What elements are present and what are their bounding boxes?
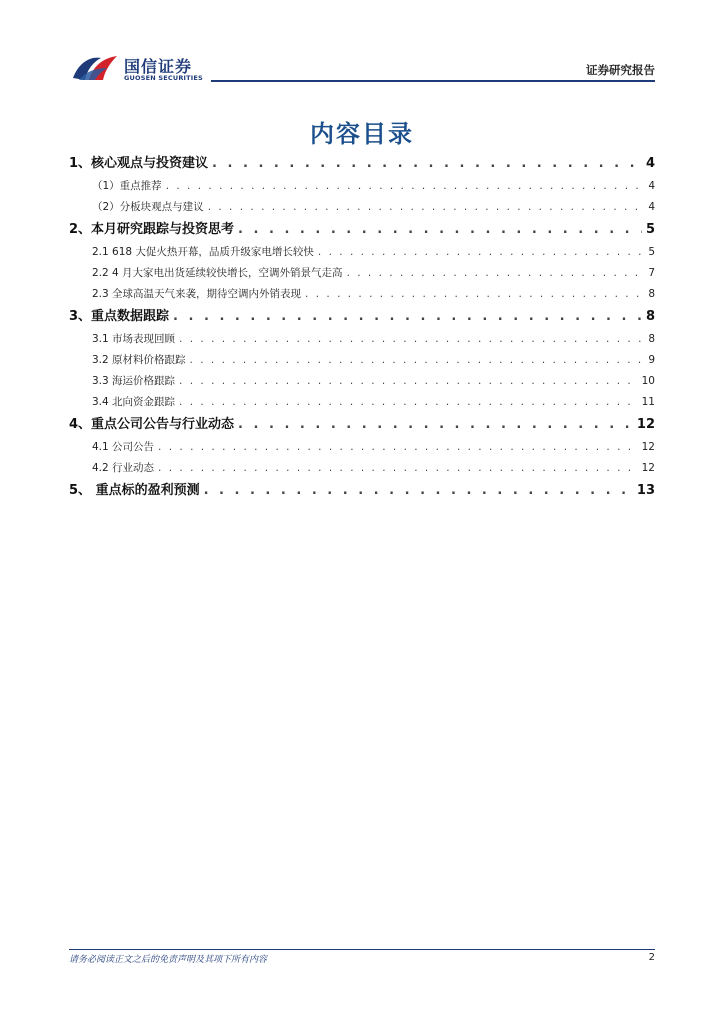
logo-chinese-name: 国信证券 (124, 57, 193, 76)
toc-entry-page: 5 (645, 222, 655, 237)
toc-entry-label: 4、重点公司公告与行业动态 (69, 417, 235, 432)
toc-entry-label: 2.3 全球高温天气来袭，期待空调内外销表现 (92, 288, 302, 300)
toc-leader-dots (179, 392, 638, 413)
toc-entry-label: 3、重点数据跟踪 (69, 309, 170, 324)
toc-leader-dots (305, 284, 644, 305)
toc-entry-page: 7 (648, 267, 655, 279)
toc-entry-label: 2.2 4 月大家电出货延续较快增长，空调外销景气走高 (92, 267, 343, 279)
toc-section-entry[interactable] (69, 242, 655, 263)
toc-section-entry[interactable] (69, 176, 655, 197)
toc-section-entry[interactable] (69, 329, 655, 350)
toc-entry-label: 2、本月研究跟踪与投资思考 (69, 222, 235, 237)
toc-leader-dots (347, 263, 645, 284)
toc-chapter-entry[interactable] (69, 479, 655, 503)
toc-entry-page: 9 (648, 354, 655, 366)
toc-entry-page: 8 (645, 309, 655, 324)
toc-entry-label: 4.1 公司公告 (92, 441, 155, 453)
table-of-contents (69, 152, 655, 503)
toc-entry-page: 10 (641, 375, 655, 387)
toc-entry-label: 4.2 行业动态 (92, 462, 155, 474)
toc-leader-dots (179, 371, 638, 392)
toc-entry-page: 11 (641, 396, 655, 408)
header-divider (211, 80, 655, 82)
toc-entry-page: 4 (648, 180, 655, 192)
toc-entry-page: 4 (648, 201, 655, 213)
toc-leader-dots (166, 176, 645, 197)
toc-section-entry[interactable] (69, 371, 655, 392)
toc-entry-label: 3.4 北向资金跟踪 (92, 396, 176, 408)
toc-entry-page: 12 (641, 462, 655, 474)
toc-section-entry[interactable] (69, 263, 655, 284)
toc-title: 内容目录 (310, 120, 414, 148)
toc-entry-label: 2.1 618 大促火热开幕，品质升级家电增长较快 (92, 246, 314, 258)
toc-entry-label: 1、核心观点与投资建议 (69, 156, 209, 171)
toc-leader-dots (204, 479, 633, 503)
page-number: 2 (648, 952, 655, 963)
toc-section-entry[interactable] (69, 392, 655, 413)
toc-chapter-entry[interactable] (69, 218, 655, 242)
toc-leader-dots (179, 329, 644, 350)
toc-section-entry[interactable] (69, 197, 655, 218)
toc-leader-dots (173, 305, 642, 329)
toc-leader-dots (190, 350, 645, 371)
toc-chapter-entry[interactable] (69, 152, 655, 176)
toc-entry-page: 8 (648, 288, 655, 300)
logo-english-name: GUOSEN SECURITIES (124, 74, 203, 82)
toc-entry-label: （1）重点推荐 (92, 180, 162, 192)
toc-chapter-entry[interactable] (69, 305, 655, 329)
toc-section-entry[interactable] (69, 458, 655, 479)
toc-entry-page: 12 (641, 441, 655, 453)
toc-entry-page: 12 (636, 417, 655, 432)
toc-leader-dots (208, 197, 645, 218)
toc-entry-page: 13 (636, 483, 655, 498)
toc-entry-label: 3.1 市场表现回顾 (92, 333, 176, 345)
toc-entry-label: 3.2 原材料价格跟踪 (92, 354, 186, 366)
footer-disclaimer: 请务必阅读正文之后的免责声明及其项下所有内容 (69, 955, 268, 965)
toc-leader-dots (158, 458, 638, 479)
toc-entry-page: 4 (645, 156, 655, 171)
report-type-label: 证券研究报告 (586, 63, 655, 77)
toc-entry-label: 3.3 海运价格跟踪 (92, 375, 176, 387)
guosen-logo (71, 52, 211, 84)
footer-divider (69, 949, 655, 950)
toc-leader-dots (318, 242, 644, 263)
toc-leader-dots (212, 152, 642, 176)
toc-entry-label: 5、 重点标的盈利预测 (69, 483, 200, 498)
toc-section-entry[interactable] (69, 284, 655, 305)
toc-entry-page: 5 (648, 246, 655, 258)
toc-leader-dots (238, 413, 633, 437)
toc-leader-dots (158, 437, 638, 458)
toc-chapter-entry[interactable] (69, 413, 655, 437)
toc-section-entry[interactable] (69, 350, 655, 371)
page-header (0, 0, 724, 90)
toc-entry-label: （2）分板块观点与建议 (92, 201, 204, 213)
toc-entry-page: 8 (648, 333, 655, 345)
guosen-logo-icon (71, 52, 121, 82)
toc-leader-dots (238, 218, 642, 242)
toc-section-entry[interactable] (69, 437, 655, 458)
